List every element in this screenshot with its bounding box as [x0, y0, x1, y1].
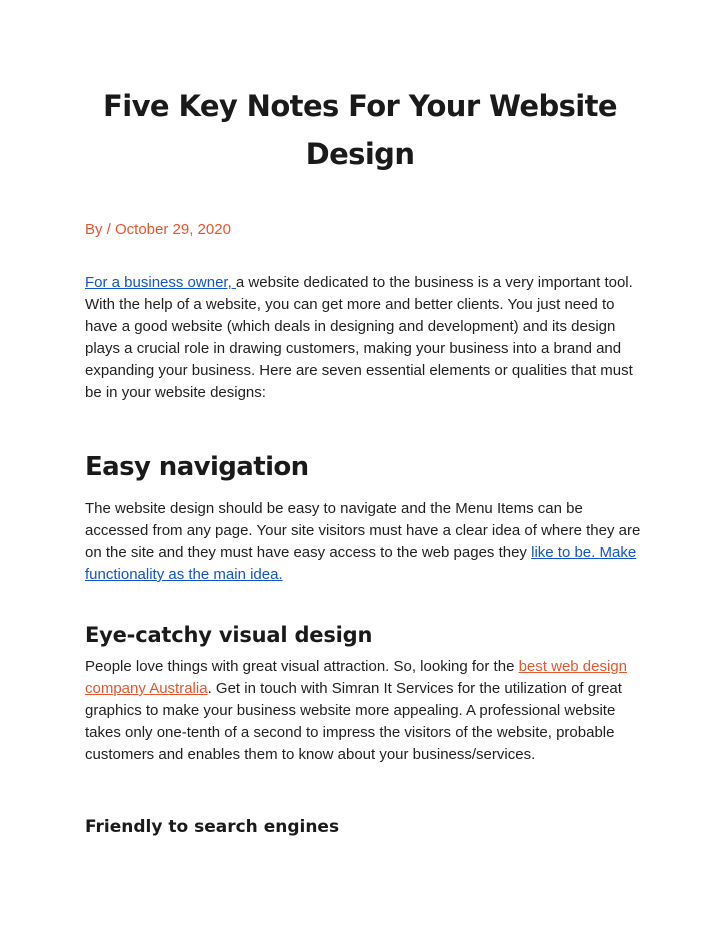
page-title: Five Key Notes For Your Website Design — [103, 89, 617, 171]
search-engines-heading: Friendly to search engines — [85, 817, 340, 837]
navigation-paragraph — [85, 498, 645, 586]
business-owner-link[interactable]: For a business owner, — [85, 274, 236, 291]
visual-text-before: People love things with great visual attraction. So, looking for the — [85, 658, 519, 675]
functionality-link[interactable]: like to be. Make functionality as the main idea. — [85, 544, 637, 583]
web-design-company-link[interactable]: best web design company Australia — [85, 658, 627, 697]
intro-text: a website dedicated to the business is a very important tool. With the help of a website, you can get more and better clients. You just need to have a good website (which deals in designing and development) and its design plays a crucial role in drawing customers, making your business into a brand and expanding your business. Here are seven essential elements or qualities that must be in your website designs: — [85, 274, 633, 401]
navigation-text: The website design should be easy to navigate and the Menu Items can be accessed from any page. Your site visitors must have a clear idea of where they are on the site and they must have easy access to the web pages they — [85, 500, 641, 561]
post-byline: By / October 29, 2020 — [85, 221, 231, 238]
intro-paragraph — [85, 272, 645, 404]
visual-design-paragraph — [85, 656, 645, 766]
visual-design-heading: Eye-catchy visual design — [85, 623, 373, 647]
easy-navigation-heading: Easy navigation — [85, 452, 309, 482]
visual-text-after: . Get in touch with Simran It Services for the utilization of great graphics to make your business website more appealing. A professional website takes only one-tenth of a second to impress the visitors of the website, probable customers and enables them to know about your business/services. — [85, 680, 622, 763]
